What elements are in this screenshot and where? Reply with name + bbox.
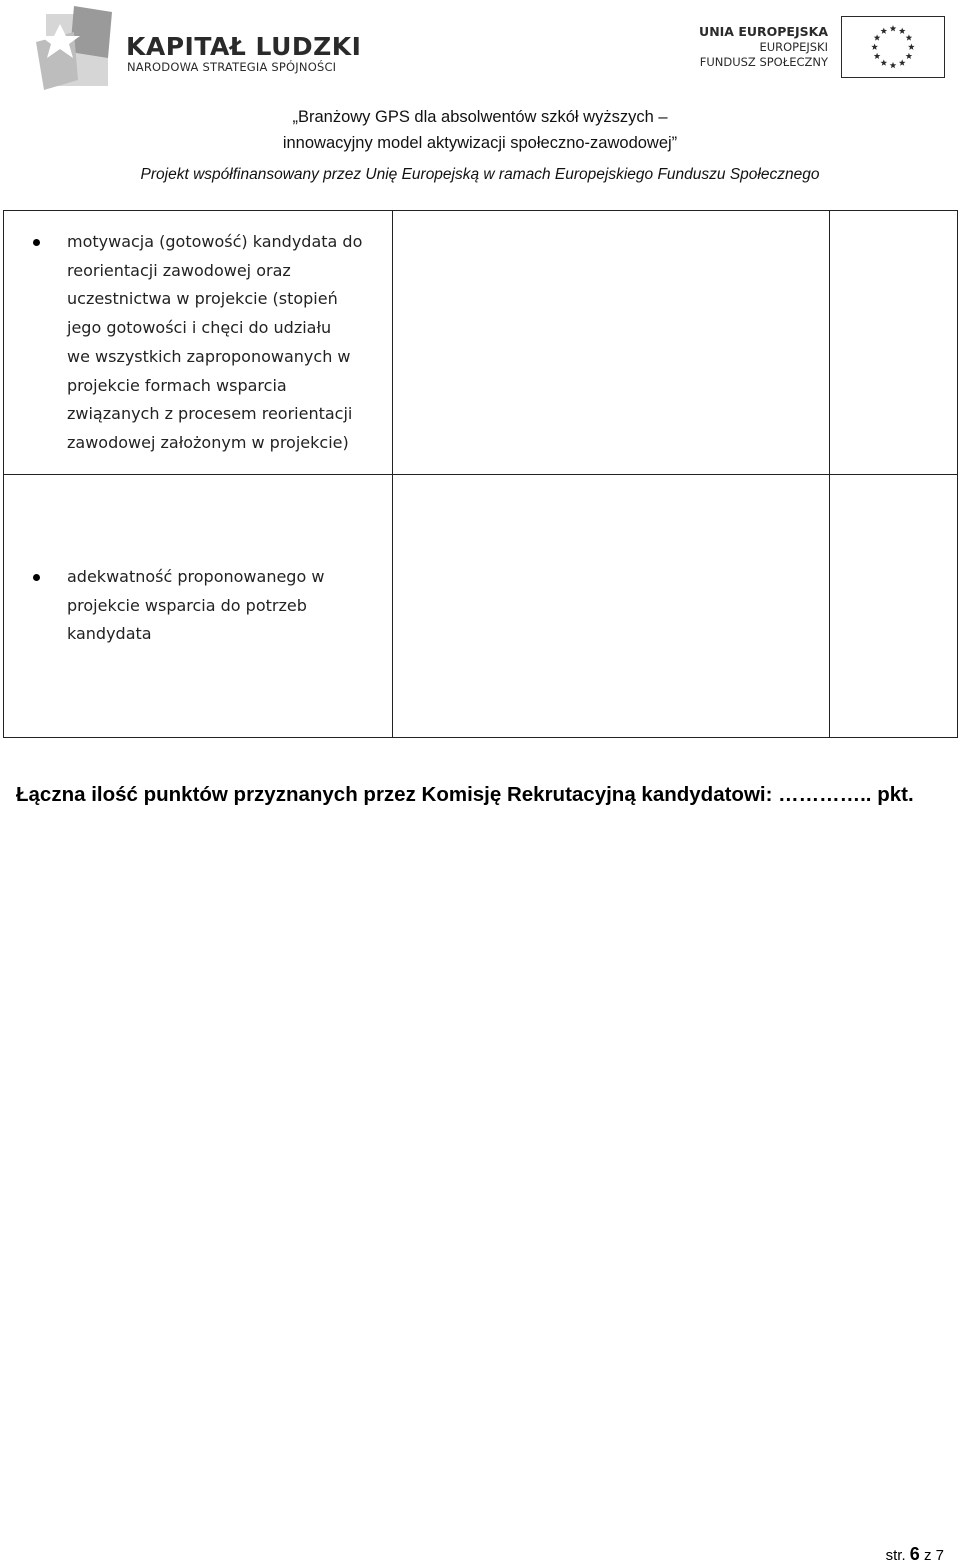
eu-star-icon [871, 44, 878, 50]
page-current: 6 [909, 1544, 920, 1564]
justification-cell[interactable] [393, 211, 830, 475]
criterion-line: uczestnictwa w projekcie (stopień [67, 289, 338, 309]
justification-cell[interactable] [393, 475, 830, 738]
eu-star-icon [880, 59, 887, 65]
criterion-line: projekcie formach wsparcia [67, 375, 287, 395]
page-prefix: str. [885, 1547, 910, 1564]
eu-star-icon [880, 28, 887, 34]
bullet-icon [33, 239, 40, 246]
criterion-cell [4, 211, 393, 475]
criterion-line: adekwatność proponowanego w [67, 567, 325, 586]
eu-logo-line1: UNIA EUROPEJSKA [699, 24, 828, 39]
cofinance-note: Projekt współfinansowany przez Unię Europejską w ramach Europejskiego Funduszu Społecznego [140, 166, 820, 183]
page-separator: z [919, 1547, 936, 1564]
kapital-ludzki-emblem-icon [30, 2, 120, 92]
project-title [0, 104, 960, 156]
criterion-support-adequacy [4, 475, 392, 649]
criterion-line: motywacja (gotowość) kandydata do [67, 232, 363, 251]
points-cell[interactable] [830, 211, 958, 475]
eu-star-icon [908, 44, 915, 50]
eu-star-icon [899, 28, 906, 34]
points-cell[interactable] [830, 475, 958, 738]
project-title-line2: innowacyjny model aktywizacji społeczno-zawodowej” [282, 134, 678, 152]
kapital-ludzki-logo [30, 2, 370, 92]
criterion-line: we wszystkich zaproponowanych w [67, 346, 351, 366]
bullet-icon [33, 574, 40, 581]
table-row [4, 475, 958, 738]
eu-star-icon [890, 25, 897, 31]
eu-logo-text [699, 24, 828, 70]
project-title-line1: „Branżowy GPS dla absolwentów szkół wyższych – [292, 108, 668, 126]
criterion-cell [4, 475, 393, 738]
eu-star-icon [906, 53, 913, 59]
table-row [4, 211, 958, 475]
eu-star-icon [874, 34, 881, 40]
eu-star-icon [899, 59, 906, 65]
criterion-line: projekcie wsparcia do potrzeb [67, 595, 307, 615]
eu-logo-line2: EUROPEJSKI [759, 40, 828, 54]
total-points-summary: Łączna ilość punktów przyznanych przez Komisję Rekrutacyjną kandydatowi: ………….. pkt. [16, 783, 914, 806]
eu-star-icon [890, 62, 897, 68]
criterion-line: związanych z procesem reorientacji [67, 404, 353, 424]
criterion-motivation [4, 211, 392, 458]
criterion-line: kandydata [67, 624, 152, 644]
eu-star-icon [874, 53, 881, 59]
criterion-line: jego gotowości i chęci do udziału [67, 318, 332, 338]
eu-logo-line3: FUNDUSZ SPOŁECZNY [699, 55, 828, 69]
eu-star-icon [906, 34, 913, 40]
criteria-table [3, 210, 958, 738]
eu-flag-icon [841, 16, 945, 78]
kapital-ludzki-subtitle: NARODOWA STRATEGIA SPÓJNOŚCI [127, 60, 337, 74]
page-total: 7 [935, 1547, 944, 1564]
kapital-ludzki-title: KAPITAŁ LUDZKI [126, 32, 362, 61]
criterion-line: zawodowej założonym w projekcie) [67, 432, 349, 452]
criterion-line: reorientacji zawodowej oraz [67, 260, 291, 280]
eu-logo [680, 14, 950, 80]
